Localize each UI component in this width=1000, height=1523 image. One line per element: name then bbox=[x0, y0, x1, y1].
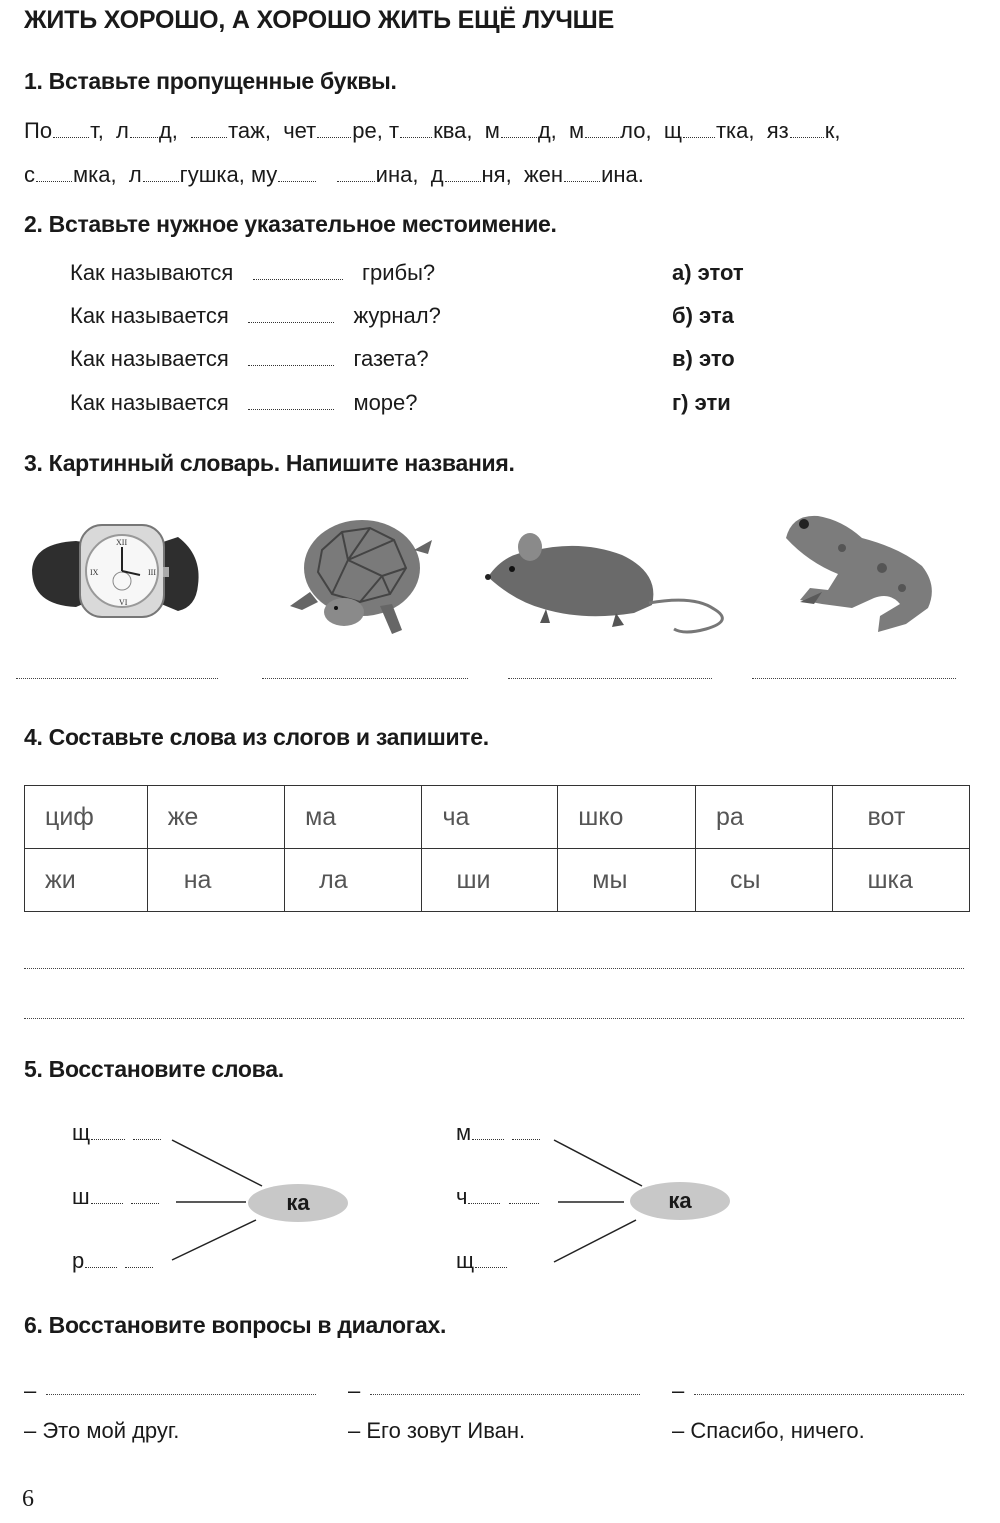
dialog-dash: – bbox=[672, 1378, 685, 1403]
syllable-oval: ка bbox=[248, 1184, 348, 1222]
question-start: Как называется bbox=[70, 303, 229, 328]
fragment: т bbox=[388, 118, 400, 143]
letter-stem: щ bbox=[72, 1120, 162, 1146]
letter-stem: р bbox=[72, 1248, 154, 1274]
blank[interactable] bbox=[91, 1203, 123, 1204]
fragment: д, bbox=[158, 118, 178, 143]
question-start: Как называется bbox=[70, 390, 229, 415]
blank[interactable] bbox=[91, 1139, 125, 1140]
syllable-cell: шка bbox=[833, 849, 970, 912]
task4-heading: 4. Составьте слова из слогов и запишите. bbox=[24, 724, 489, 750]
syllable-cell: ра bbox=[696, 786, 833, 849]
task6-heading: 6. Восстановите вопросы в диалогах. bbox=[24, 1312, 447, 1338]
syllable-cell: ча bbox=[422, 786, 558, 849]
question-end: грибы? bbox=[361, 260, 436, 285]
question-end: газета? bbox=[353, 346, 429, 371]
question-end: журнал? bbox=[353, 303, 441, 328]
question-answer-line[interactable] bbox=[694, 1394, 964, 1395]
fragment: ло, bbox=[620, 118, 652, 143]
fragment: мка, bbox=[73, 162, 117, 187]
blank[interactable] bbox=[468, 1203, 500, 1204]
syllable-cell: ла bbox=[285, 849, 422, 912]
dialog-answer: – Это мой друг. bbox=[24, 1418, 180, 1443]
letter-stem: м bbox=[456, 1120, 541, 1146]
question-start: Как называются bbox=[70, 260, 234, 285]
question-answer-line[interactable] bbox=[370, 1394, 640, 1395]
question-start: Как называется bbox=[70, 346, 229, 371]
fragment: тка, bbox=[715, 118, 755, 143]
fragment: гушка, bbox=[179, 162, 245, 187]
dialog-answer: – Его зовут Иван. bbox=[348, 1418, 526, 1443]
syllable-cell: ши bbox=[422, 849, 558, 912]
fragment: чет bbox=[283, 118, 317, 143]
blank[interactable] bbox=[509, 1203, 539, 1204]
page-number: 6 bbox=[22, 1486, 34, 1512]
fragment: л bbox=[116, 118, 129, 143]
fragment: му bbox=[250, 162, 278, 187]
fragment: д, bbox=[537, 118, 557, 143]
syllable-cell: же bbox=[147, 786, 284, 849]
svg-text:IX: IX bbox=[90, 568, 99, 577]
blank[interactable] bbox=[85, 1267, 117, 1268]
option-a: а) этот bbox=[672, 260, 744, 285]
syllable-cell: циф bbox=[25, 786, 148, 849]
fragment: ре, bbox=[352, 118, 383, 143]
fragment: м bbox=[484, 118, 500, 143]
task5-heading: 5. Восстановите слова. bbox=[24, 1056, 284, 1082]
option-c: в) это bbox=[672, 346, 735, 371]
svg-text:III: III bbox=[148, 568, 156, 577]
dialog-answer: – Спасибо, ничего. bbox=[672, 1418, 865, 1443]
task1-heading: 1. Вставьте пропущенные буквы. bbox=[24, 68, 397, 94]
blank[interactable] bbox=[133, 1139, 161, 1140]
dialog-dash: – bbox=[24, 1378, 37, 1403]
fragment: таж, bbox=[228, 118, 271, 143]
fragment: ина, bbox=[375, 162, 419, 187]
letter-stem: ш bbox=[72, 1184, 160, 1210]
fragment: к, bbox=[824, 118, 841, 143]
letter-stem: щ bbox=[456, 1248, 508, 1274]
blank[interactable] bbox=[125, 1267, 153, 1268]
fragment: По bbox=[24, 118, 53, 143]
fragment: с bbox=[24, 162, 35, 187]
blank[interactable] bbox=[131, 1203, 159, 1204]
syllable-cell: мы bbox=[558, 849, 696, 912]
syllable-cell: на bbox=[147, 849, 284, 912]
question-answer-line[interactable] bbox=[46, 1394, 316, 1395]
blank[interactable] bbox=[512, 1139, 540, 1140]
letter-stem: ч bbox=[456, 1184, 540, 1210]
fragment: м bbox=[569, 118, 585, 143]
task2-heading: 2. Вставьте нужное указательное местоимение. bbox=[24, 211, 557, 237]
syllable-cell: жи bbox=[25, 849, 148, 912]
fragment: ина. bbox=[601, 162, 644, 187]
blank[interactable] bbox=[475, 1267, 507, 1268]
option-b: б) эта bbox=[672, 303, 734, 328]
fragment: яз bbox=[766, 118, 789, 143]
option-d: г) эти bbox=[672, 390, 731, 415]
page-title: ЖИТЬ ХОРОШО, А ХОРОШО ЖИТЬ ЕЩЁ ЛУЧШЕ bbox=[24, 6, 615, 34]
fragment: жен bbox=[523, 162, 564, 187]
fragment: д bbox=[430, 162, 444, 187]
svg-text:XII: XII bbox=[116, 538, 128, 547]
fragment: л bbox=[128, 162, 142, 187]
dialog-dash: – bbox=[348, 1378, 361, 1403]
fragment: ква, bbox=[433, 118, 473, 143]
syllable-cell: ма bbox=[285, 786, 422, 849]
syllable-oval: ка bbox=[630, 1182, 730, 1220]
task3-heading: 3. Картинный словарь. Напишите названия. bbox=[24, 450, 515, 476]
svg-text:VI: VI bbox=[119, 598, 128, 607]
fragment: щ bbox=[663, 118, 682, 143]
fragment: т, bbox=[90, 118, 104, 143]
syllable-cell: шко bbox=[558, 786, 696, 849]
blank[interactable] bbox=[472, 1139, 504, 1140]
fragment: ня, bbox=[481, 162, 512, 187]
question-end: море? bbox=[353, 390, 418, 415]
syllable-cell: сы bbox=[696, 849, 833, 912]
syllable-cell: вот bbox=[833, 786, 970, 849]
